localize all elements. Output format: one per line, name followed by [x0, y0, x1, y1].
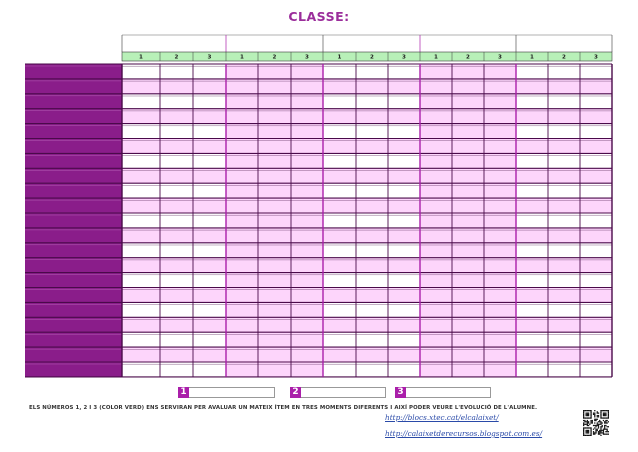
- qr-module: [592, 420, 593, 421]
- qr-module: [593, 412, 594, 413]
- column-number-label: 2: [272, 54, 277, 61]
- qr-module: [590, 410, 591, 411]
- qr-module: [590, 429, 591, 430]
- footer-note: ELS NÚMEROS 1, 2 I 3 (COLOR VERD) ENS SERVIRAN PER AVALUAR UN MATEIX ÍTEM EN TRES MOMENTS DIFERENTS I AIXÍ PODER VEURE L'EVOLUCIÓ DE L'ALUMNE.: [29, 405, 538, 411]
- qr-module: [583, 411, 584, 412]
- qr-module: [590, 414, 591, 415]
- legend-bar-1: [178, 387, 275, 398]
- qr-module: [599, 432, 600, 433]
- column-number-label: 1: [139, 54, 143, 61]
- qr-module: [598, 427, 599, 428]
- qr-module: [584, 427, 585, 428]
- qr-module: [594, 422, 595, 423]
- qr-module: [608, 426, 609, 427]
- qr-module: [594, 415, 595, 416]
- qr-module: [602, 417, 603, 418]
- qr-module: [585, 424, 586, 425]
- blog-link-1[interactable]: http://blocs.xtec.cat/elcalaixet/: [385, 413, 499, 422]
- qr-module: [587, 421, 588, 422]
- qr-module: [604, 429, 605, 430]
- qr-module: [588, 435, 589, 436]
- qr-module: [604, 417, 605, 418]
- qr-module: [587, 422, 588, 423]
- legend-bar-3: [395, 387, 491, 398]
- qr-module: [585, 421, 586, 422]
- qr-module: [587, 417, 588, 418]
- qr-module: [583, 414, 584, 415]
- qr-module: [604, 426, 605, 427]
- qr-module: [585, 435, 586, 436]
- column-number-label: 3: [498, 54, 502, 61]
- qr-module: [604, 425, 605, 426]
- qr-module: [583, 417, 584, 418]
- qr-module: [600, 435, 601, 436]
- qr-module: [598, 421, 599, 422]
- qr-module: [587, 420, 588, 421]
- qr-module: [603, 414, 604, 415]
- qr-module: [602, 425, 603, 426]
- qr-module: [588, 432, 589, 433]
- qr-module: [607, 430, 608, 431]
- qr-module: [602, 432, 603, 433]
- column-number-label: 1: [240, 54, 244, 61]
- qr-module: [583, 416, 584, 417]
- qr-module: [599, 421, 600, 422]
- qr-module: [603, 412, 604, 413]
- qr-module: [588, 410, 589, 411]
- qr-module: [603, 420, 604, 421]
- qr-module: [598, 424, 599, 425]
- qr-module: [588, 417, 589, 418]
- qr-module: [595, 425, 596, 426]
- qr-module: [592, 421, 593, 422]
- qr-module: [603, 417, 604, 418]
- qr-module: [590, 431, 591, 432]
- qr-code-icon: [583, 410, 609, 436]
- qr-module: [605, 420, 606, 421]
- qr-module: [589, 427, 590, 428]
- qr-module: [584, 420, 585, 421]
- qr-module: [589, 424, 590, 425]
- qr-module: [608, 411, 609, 412]
- qr-module: [605, 412, 606, 413]
- qr-module: [608, 414, 609, 415]
- qr-module: [598, 416, 599, 417]
- qr-module: [588, 430, 589, 431]
- qr-module: [592, 422, 593, 423]
- qr-module: [587, 414, 588, 415]
- column-number-label: 2: [370, 54, 374, 61]
- qr-module: [599, 420, 600, 421]
- qr-module: [583, 422, 584, 423]
- qr-module: [604, 422, 605, 423]
- qr-module: [597, 430, 598, 431]
- qr-module: [583, 427, 584, 428]
- qr-module: [587, 431, 588, 432]
- qr-module: [608, 431, 609, 432]
- qr-module: [594, 419, 595, 420]
- qr-module: [590, 422, 591, 423]
- qr-module: [600, 411, 601, 412]
- qr-module: [594, 410, 595, 411]
- qr-module: [583, 410, 584, 411]
- qr-module: [597, 422, 598, 423]
- qr-module: [587, 427, 588, 428]
- qr-module: [590, 415, 591, 416]
- qr-module: [595, 419, 596, 420]
- qr-module: [608, 434, 609, 435]
- qr-module: [598, 432, 599, 433]
- qr-module: [585, 431, 586, 432]
- qr-module: [593, 425, 594, 426]
- blog-link-2[interactable]: http://calaixetderecursos.blogspot.com.es/: [385, 429, 543, 438]
- qr-module: [587, 410, 588, 411]
- qr-module: [584, 421, 585, 422]
- qr-module: [604, 414, 605, 415]
- qr-module: [607, 429, 608, 430]
- page-title: CLASSE:: [288, 9, 350, 24]
- column-number-label: 3: [305, 54, 309, 61]
- qr-module: [598, 431, 599, 432]
- legend-marker-1: 1: [178, 387, 189, 398]
- qr-module: [587, 415, 588, 416]
- qr-module: [603, 429, 604, 430]
- qr-module: [607, 422, 608, 423]
- qr-module: [603, 432, 604, 433]
- qr-module: [589, 410, 590, 411]
- qr-module: [602, 410, 603, 411]
- qr-module: [604, 412, 605, 413]
- qr-module: [588, 412, 589, 413]
- qr-module: [602, 422, 603, 423]
- qr-module: [607, 431, 608, 432]
- qr-module: [608, 415, 609, 416]
- qr-module: [587, 424, 588, 425]
- qr-module: [585, 432, 586, 433]
- column-number-label: 1: [530, 54, 534, 61]
- qr-module: [595, 432, 596, 433]
- qr-module: [600, 414, 601, 415]
- qr-module: [583, 434, 584, 435]
- qr-module: [583, 432, 584, 433]
- qr-module: [600, 421, 601, 422]
- qr-module: [600, 431, 601, 432]
- qr-module: [597, 412, 598, 413]
- qr-module: [584, 424, 585, 425]
- qr-module: [607, 410, 608, 411]
- qr-module: [594, 434, 595, 435]
- qr-module: [587, 412, 588, 413]
- qr-module: [595, 430, 596, 431]
- qr-module: [589, 417, 590, 418]
- qr-module: [600, 415, 601, 416]
- qr-module: [599, 424, 600, 425]
- qr-module: [597, 425, 598, 426]
- qr-module: [590, 430, 591, 431]
- qr-module: [590, 434, 591, 435]
- qr-module: [587, 432, 588, 433]
- qr-module: [598, 426, 599, 427]
- qr-module: [590, 427, 591, 428]
- qr-module: [585, 417, 586, 418]
- qr-module: [588, 431, 589, 432]
- column-number-label: 1: [337, 54, 342, 61]
- qr-module: [607, 417, 608, 418]
- qr-module: [597, 424, 598, 425]
- qr-module: [605, 431, 606, 432]
- column-number-label: 2: [174, 54, 179, 61]
- qr-module: [604, 410, 605, 411]
- qr-module: [583, 415, 584, 416]
- qr-module: [593, 429, 594, 430]
- qr-module: [607, 426, 608, 427]
- column-number-label: 3: [207, 54, 212, 61]
- qr-module: [583, 420, 584, 421]
- qr-module: [597, 411, 598, 412]
- qr-module: [603, 430, 604, 431]
- qr-module: [600, 427, 601, 428]
- qr-module: [597, 429, 598, 430]
- qr-module: [588, 425, 589, 426]
- qr-module: [600, 422, 601, 423]
- qr-module: [588, 421, 589, 422]
- qr-module: [600, 430, 601, 431]
- qr-module: [603, 434, 604, 435]
- column-number-label: 3: [402, 54, 406, 61]
- qr-module: [605, 434, 606, 435]
- column-number-label: 1: [434, 54, 438, 61]
- qr-module: [594, 432, 595, 433]
- qr-module: [584, 417, 585, 418]
- qr-module: [600, 412, 601, 413]
- qr-module: [600, 426, 601, 427]
- qr-module: [590, 435, 591, 436]
- qr-module: [605, 417, 606, 418]
- legend-marker-2: 2: [290, 387, 301, 398]
- qr-module: [599, 434, 600, 435]
- qr-module: [598, 434, 599, 435]
- qr-module: [588, 414, 589, 415]
- qr-module: [600, 432, 601, 433]
- qr-module: [590, 432, 591, 433]
- qr-module: [604, 415, 605, 416]
- qr-module: [598, 415, 599, 416]
- qr-module: [608, 417, 609, 418]
- qr-module: [590, 420, 591, 421]
- qr-module: [595, 431, 596, 432]
- qr-module: [594, 427, 595, 428]
- qr-module: [589, 435, 590, 436]
- qr-module: [605, 422, 606, 423]
- qr-module: [602, 426, 603, 427]
- qr-module: [600, 424, 601, 425]
- qr-module: [585, 430, 586, 431]
- qr-module: [600, 410, 601, 411]
- column-number-label: 2: [466, 54, 470, 61]
- qr-module: [590, 411, 591, 412]
- qr-module: [603, 431, 604, 432]
- qr-module: [605, 410, 606, 411]
- qr-module: [605, 414, 606, 415]
- qr-module: [583, 424, 584, 425]
- qr-module: [585, 427, 586, 428]
- qr-module: [587, 425, 588, 426]
- qr-module: [605, 429, 606, 430]
- qr-module: [594, 414, 595, 415]
- qr-module: [590, 412, 591, 413]
- qr-module: [597, 419, 598, 420]
- qr-module: [584, 410, 585, 411]
- qr-module: [594, 412, 595, 413]
- qr-module: [593, 431, 594, 432]
- legend-bar-2: [290, 387, 386, 398]
- qr-module: [594, 420, 595, 421]
- qr-module: [590, 421, 591, 422]
- qr-module: [588, 422, 589, 423]
- qr-module: [607, 434, 608, 435]
- qr-module: [594, 416, 595, 417]
- column-number-label: 3: [594, 54, 598, 61]
- qr-module: [593, 432, 594, 433]
- qr-module: [600, 417, 601, 418]
- qr-module: [583, 412, 584, 413]
- number-row: [122, 52, 612, 61]
- qr-module: [605, 415, 606, 416]
- qr-module: [603, 410, 604, 411]
- qr-module: [587, 430, 588, 431]
- qr-module: [598, 425, 599, 426]
- qr-module: [608, 412, 609, 413]
- qr-module: [599, 430, 600, 431]
- qr-module: [603, 415, 604, 416]
- qr-module: [583, 430, 584, 431]
- qr-module: [585, 415, 586, 416]
- qr-module: [608, 416, 609, 417]
- qr-module: [604, 427, 605, 428]
- qr-module: [594, 425, 595, 426]
- qr-module: [595, 429, 596, 430]
- qr-module: [595, 426, 596, 427]
- qr-module: [607, 420, 608, 421]
- qr-module: [587, 435, 588, 436]
- qr-module: [608, 421, 609, 422]
- qr-module: [600, 429, 601, 430]
- qr-module: [590, 416, 591, 417]
- qr-module: [604, 434, 605, 435]
- qr-module: [605, 425, 606, 426]
- qr-module: [583, 429, 584, 430]
- qr-module: [600, 416, 601, 417]
- legend-marker-3: 3: [395, 387, 406, 398]
- qr-module: [593, 414, 594, 415]
- qr-module: [602, 430, 603, 431]
- qr-module: [585, 412, 586, 413]
- qr-module: [585, 414, 586, 415]
- qr-module: [598, 412, 599, 413]
- qr-module: [590, 417, 591, 418]
- qr-module: [583, 435, 584, 436]
- qr-module: [608, 410, 609, 411]
- qr-module: [605, 421, 606, 422]
- qr-module: [604, 421, 605, 422]
- qr-module: [583, 431, 584, 432]
- qr-module: [593, 434, 594, 435]
- qr-module: [597, 416, 598, 417]
- qr-module: [585, 410, 586, 411]
- qr-module: [597, 415, 598, 416]
- qr-module: [595, 420, 596, 421]
- column-number-label: 2: [562, 54, 566, 61]
- qr-module: [588, 427, 589, 428]
- qr-module: [584, 435, 585, 436]
- qr-module: [588, 415, 589, 416]
- qr-module: [583, 425, 584, 426]
- qr-module: [599, 431, 600, 432]
